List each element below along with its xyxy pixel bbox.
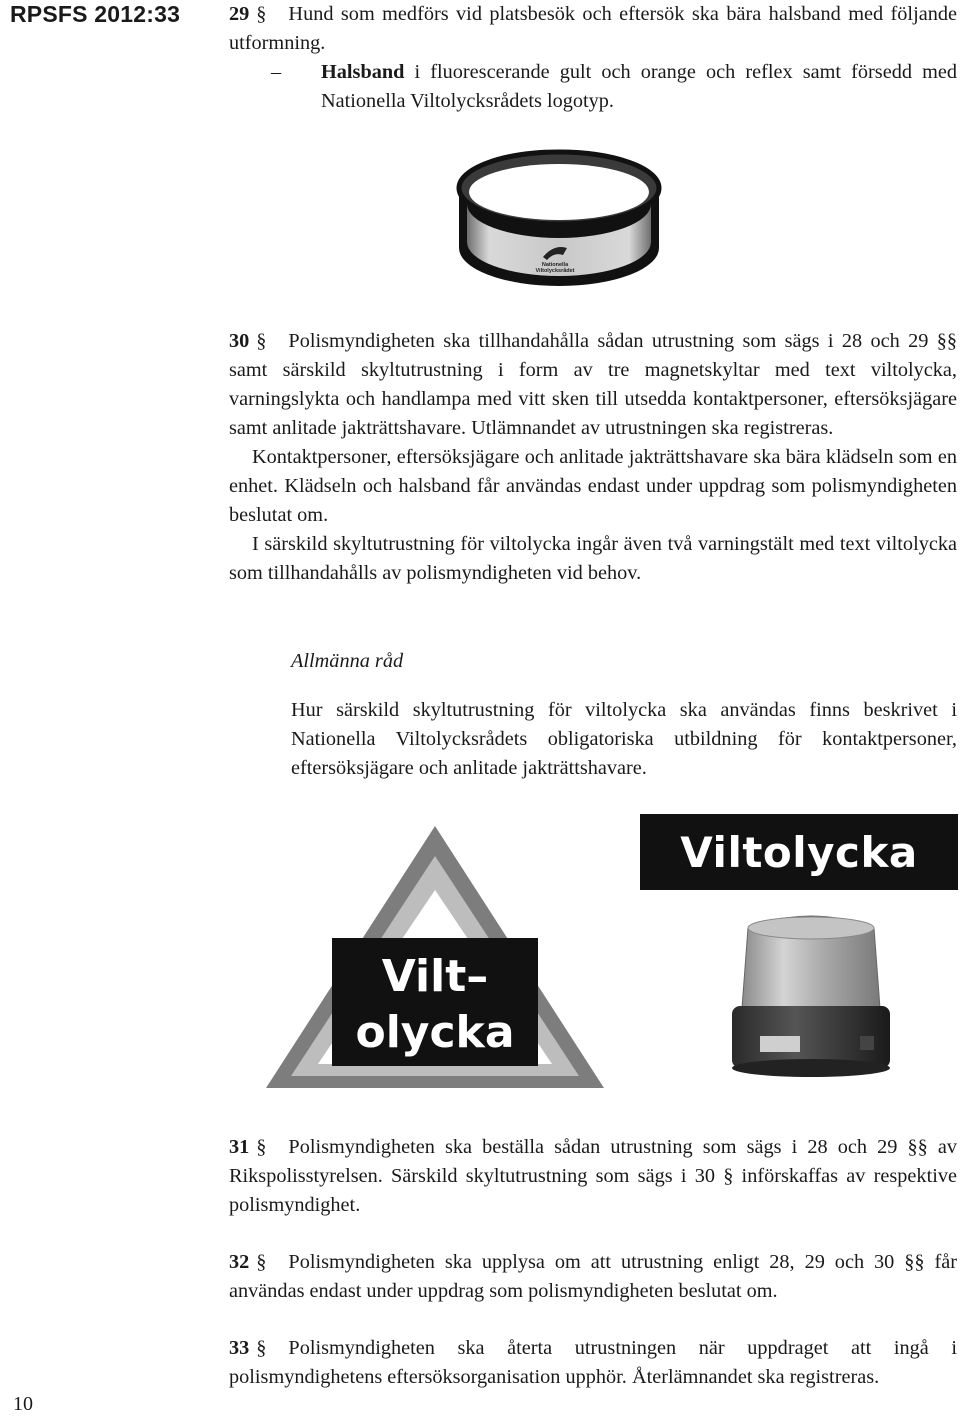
general-advice-text: Hur särskild skyltutrustning för viltolycka ska användas finns beskrivet i Nationella Viltolycksrådets obligatoriska utbildning för kontaktpersoner, eftersöksjägare och anlitade jakträttshavare. <box>291 699 957 779</box>
list-item-bold: Halsband <box>321 61 405 83</box>
triangle-warning-sign <box>262 822 608 1092</box>
section-number: 29 <box>229 3 250 25</box>
magnet-sign <box>640 814 958 890</box>
section-paragraph-1: Polismyndigheten ska tillhandahålla sådan utrustning som sägs i 28 och 29 §§ samt särskild skyltutrustning i form av tre magnetskyltar med text viltolycka, varningslykta och handlampa med vitt sken till utsedda kontaktpersoner, eftersöksjägare samt anlitade jakträttshavare. Utlämnandet av utrustningen ska registreras. <box>229 330 957 439</box>
section-number: 32 <box>229 1251 250 1273</box>
section-text: Polismyndigheten ska återta utrustningen när uppdraget att ingå i polismyndighetens eftersöksorganisation upphör. Återlämnandet ska registreras. <box>229 1337 957 1388</box>
triangle-sign-line1: Vilt– <box>381 951 489 1002</box>
section-symbol: § <box>256 1136 267 1158</box>
section-symbol: § <box>256 330 267 352</box>
section-30 <box>229 327 957 588</box>
warning-light-illustration <box>720 908 902 1080</box>
section-29 <box>229 0 957 116</box>
list-item-text: i fluorescerande gult och orange och reflex samt försedd med Nationella Viltolycksrådets logotyp. <box>321 61 957 112</box>
section-symbol: § <box>256 3 267 25</box>
section-32 <box>229 1248 957 1306</box>
page-number: 10 <box>13 1393 33 1415</box>
section-text: Hund som medförs vid platsbesök och eftersök ska bära halsband med följande utformning. <box>229 3 957 54</box>
collar-illustration <box>455 148 663 292</box>
collar-logo-line1: Nationella <box>541 262 569 268</box>
section-31 <box>229 1133 957 1220</box>
document-code: RPSFS 2012:33 <box>10 1 181 27</box>
section-number: 33 <box>229 1337 250 1359</box>
list-dash: – <box>271 61 282 83</box>
list-item <box>229 58 957 116</box>
section-symbol: § <box>256 1251 267 1273</box>
section-number: 30 <box>229 330 250 352</box>
section-text: Polismyndigheten ska upplysa om att utrustning enligt 28, 29 och 30 §§ får användas endast under uppdrag som polismyndigheten beslutat om. <box>229 1251 957 1302</box>
section-33 <box>229 1334 957 1392</box>
section-paragraph-3: I särskild skyltutrustning för viltolycka ingår även två varningstält med text viltolycka som tillhandahålls av polismyndigheten vid behov. <box>229 533 957 584</box>
section-text: Polismyndigheten ska beställa sådan utrustning som sägs i 28 och 29 §§ av Rikspolisstyrelsen. Särskild skyltutrustning som sägs i 30 § införskaffas av respektive polismyndighet. <box>229 1136 957 1216</box>
general-advice-heading: Allmänna råd <box>291 650 404 672</box>
triangle-sign-line2: olycka <box>355 1007 515 1058</box>
collar-logo-line2: Viltolycksrådet <box>535 268 575 274</box>
general-advice <box>291 647 957 783</box>
section-number: 31 <box>229 1136 250 1158</box>
section-paragraph-2: Kontaktpersoner, eftersöksjägare och anlitade jakträttshavare ska bära klädseln som en enhet. Klädseln och halsband får användas endast under uppdrag som polismyndigheten beslutat om. <box>229 446 957 526</box>
magnet-sign-text: Viltolycka <box>680 827 918 877</box>
section-symbol: § <box>256 1337 267 1359</box>
